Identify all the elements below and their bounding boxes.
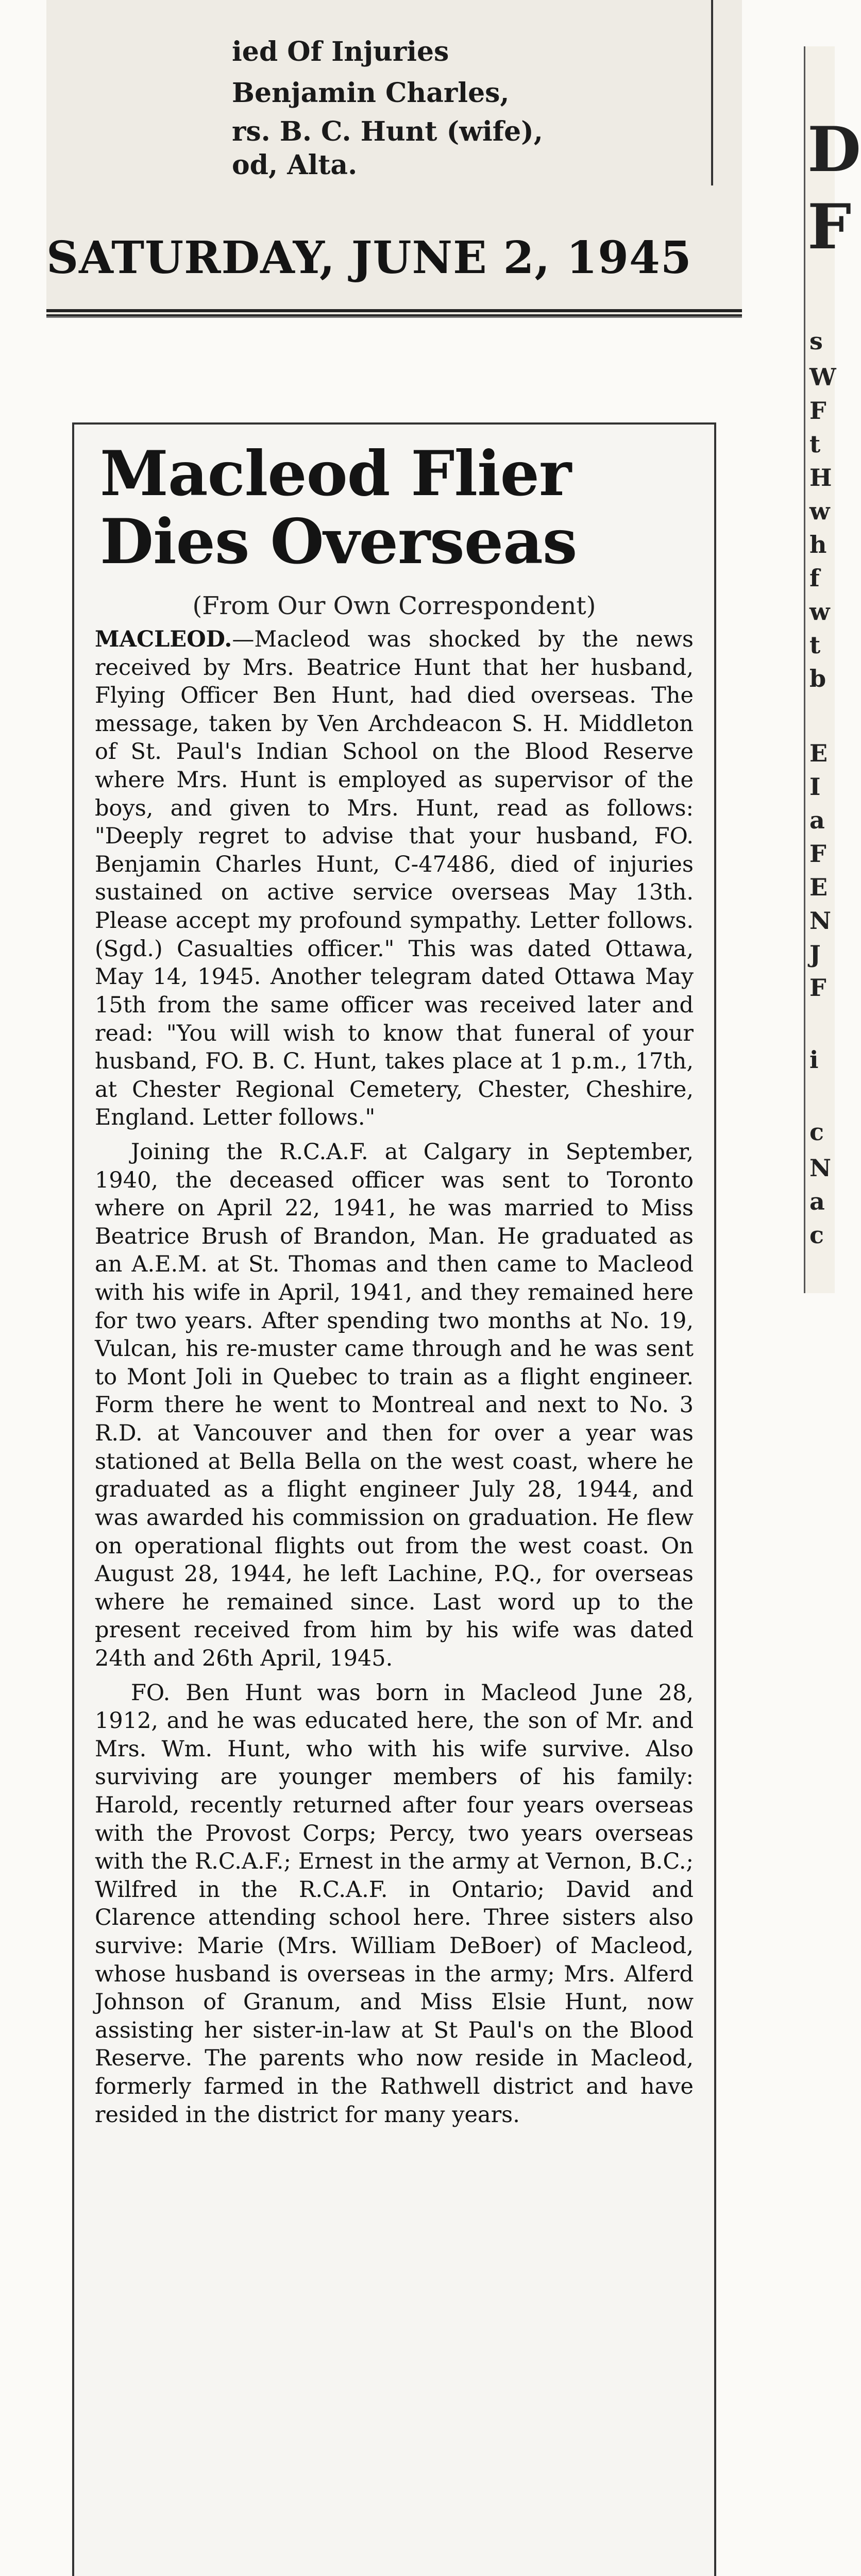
article-paragraph: FO. Ben Hunt was born in Macleod June 28, 1912, and he was educated here, the son of Mr. and Mrs. Wm. Hunt, who with his wife survive. Also surviving are younger members of his family: Harold, recently returned after four years overseas with the Provost Corps; Percy, two years overseas with the R.C.A.F.; Ernest in the army at Vernon, B.C.; Wilfred in the R.C.A.F. in Ontario; David and Clarence attending school here. Three sisters also survive: Marie (Mrs. William DeBoer) of Macleod, whose husband is overseas in the army; Mrs. Alferd Johnson of Granum, and Miss Elsie Hunt, now assisting her sister-in-law at St Paul's on the Blood Reserve. The parents who now reside in Macleod, formerly farmed in the Rathwell district and have resided in the district for many years. bbox=[95, 1680, 694, 2128]
article-headline bbox=[100, 437, 694, 578]
side-letter: w bbox=[809, 598, 830, 625]
article-byline: (From Our Own Correspondent) bbox=[192, 591, 596, 620]
headline-line-2: Dies Overseas bbox=[100, 505, 577, 578]
side-letter: t bbox=[809, 631, 821, 659]
article-clipping bbox=[72, 422, 716, 2576]
side-letter: E bbox=[809, 739, 828, 767]
side-letter: c bbox=[809, 1118, 824, 1146]
article-body bbox=[95, 625, 694, 2129]
side-letter: c bbox=[809, 1221, 824, 1249]
divider bbox=[46, 309, 742, 312]
side-letter: a bbox=[809, 1188, 825, 1215]
fragment-line: rs. B. C. Hunt (wife), bbox=[232, 116, 543, 147]
fragment-text-block bbox=[46, 0, 713, 185]
article-paragraph bbox=[95, 625, 694, 1132]
side-letter: H bbox=[809, 464, 832, 492]
newspaper-date: SATURDAY, JUNE 2, 1945 bbox=[46, 232, 692, 284]
side-letter: D bbox=[807, 113, 861, 186]
side-letter: i bbox=[809, 1046, 819, 1074]
previous-clipping-fragment bbox=[46, 0, 742, 316]
adjacent-column-fragment bbox=[804, 46, 861, 1293]
side-letter: F bbox=[809, 974, 826, 1002]
fragment-line: ied Of Injuries bbox=[232, 36, 449, 67]
fragment-line: Benjamin Charles, bbox=[232, 77, 510, 109]
paragraph-text: —Macleod was shocked by the news received by Mrs. Beatrice Hunt that her husband, Flying Officer Ben Hunt, had died overseas. The message, taken by Ven Archdeacon S. H. Middleton of St. Paul's Indian School on the Blood Reserve where Mrs. Hunt is employed as supervisor of the boys, and given to Mrs. Hunt, read as follows: "Deeply regret to advise that your husband, FO. Benjamin Charles Hunt, C-47486, died of injuries sustained on active service overseas May 13th. Please accept my profound sympathy. Letter follows. (Sgd.) Casualties officer." This was dated Ottawa, May 14, 1945. Another telegram dated Ottawa May 15th from the same officer was received later and read: "You will wish to know that funeral of your husband, FO. B. C. Hunt, takes place at 1 p.m., 17th, at Chester Regional Cemetery, Chester, Cheshire, England. Letter follows." bbox=[95, 626, 694, 1131]
side-letter: h bbox=[809, 531, 827, 558]
side-letter: f bbox=[809, 564, 820, 592]
side-letter: b bbox=[809, 665, 826, 692]
side-letter: N bbox=[809, 907, 832, 935]
side-letter: F bbox=[809, 397, 826, 425]
side-letter: a bbox=[809, 806, 825, 834]
side-letter: s bbox=[809, 327, 823, 355]
side-letter: W bbox=[809, 363, 836, 391]
side-letter: E bbox=[809, 873, 828, 901]
side-letter: F bbox=[807, 191, 852, 263]
side-letter: N bbox=[809, 1154, 832, 1182]
fragment-line: od, Alta. bbox=[232, 149, 358, 181]
side-letter: t bbox=[809, 430, 821, 458]
side-letter: J bbox=[809, 940, 821, 968]
article-dateline: MACLEOD. bbox=[95, 626, 232, 652]
article-paragraph: Joining the R.C.A.F. at Calgary in September, 1940, the deceased officer was sent to Toronto where on April 22, 1941, he was married to Miss Beatrice Brush of Brandon, Man. He graduated as an A.E.M. at St. Thomas and then came to Macleod with his wife in April, 1941, and they remained here for two years. After spending two months at No. 19, Vulcan, his re-muster came through and he was sent to Mont Joli in Quebec to train as a flight engineer. Form there he went to Montreal and next to No. 3 R.D. at Vancouver and then for over a year was stationed at Bella Bella on the west coast, where he graduated as a flight engineer July 28, 1944, and was awarded his commission on graduation. He flew on operational flights out from the west coast. On August 28, 1944, he left Lachine, P.Q., for overseas where he remained since. Last word up to the present received from him by his wife was dated 24th and 26th April, 1945. bbox=[95, 1139, 694, 1671]
side-letter: I bbox=[809, 773, 821, 801]
headline-line-1: Macleod Flier bbox=[100, 437, 571, 510]
side-letter: w bbox=[809, 497, 830, 525]
side-letter: F bbox=[809, 840, 826, 868]
